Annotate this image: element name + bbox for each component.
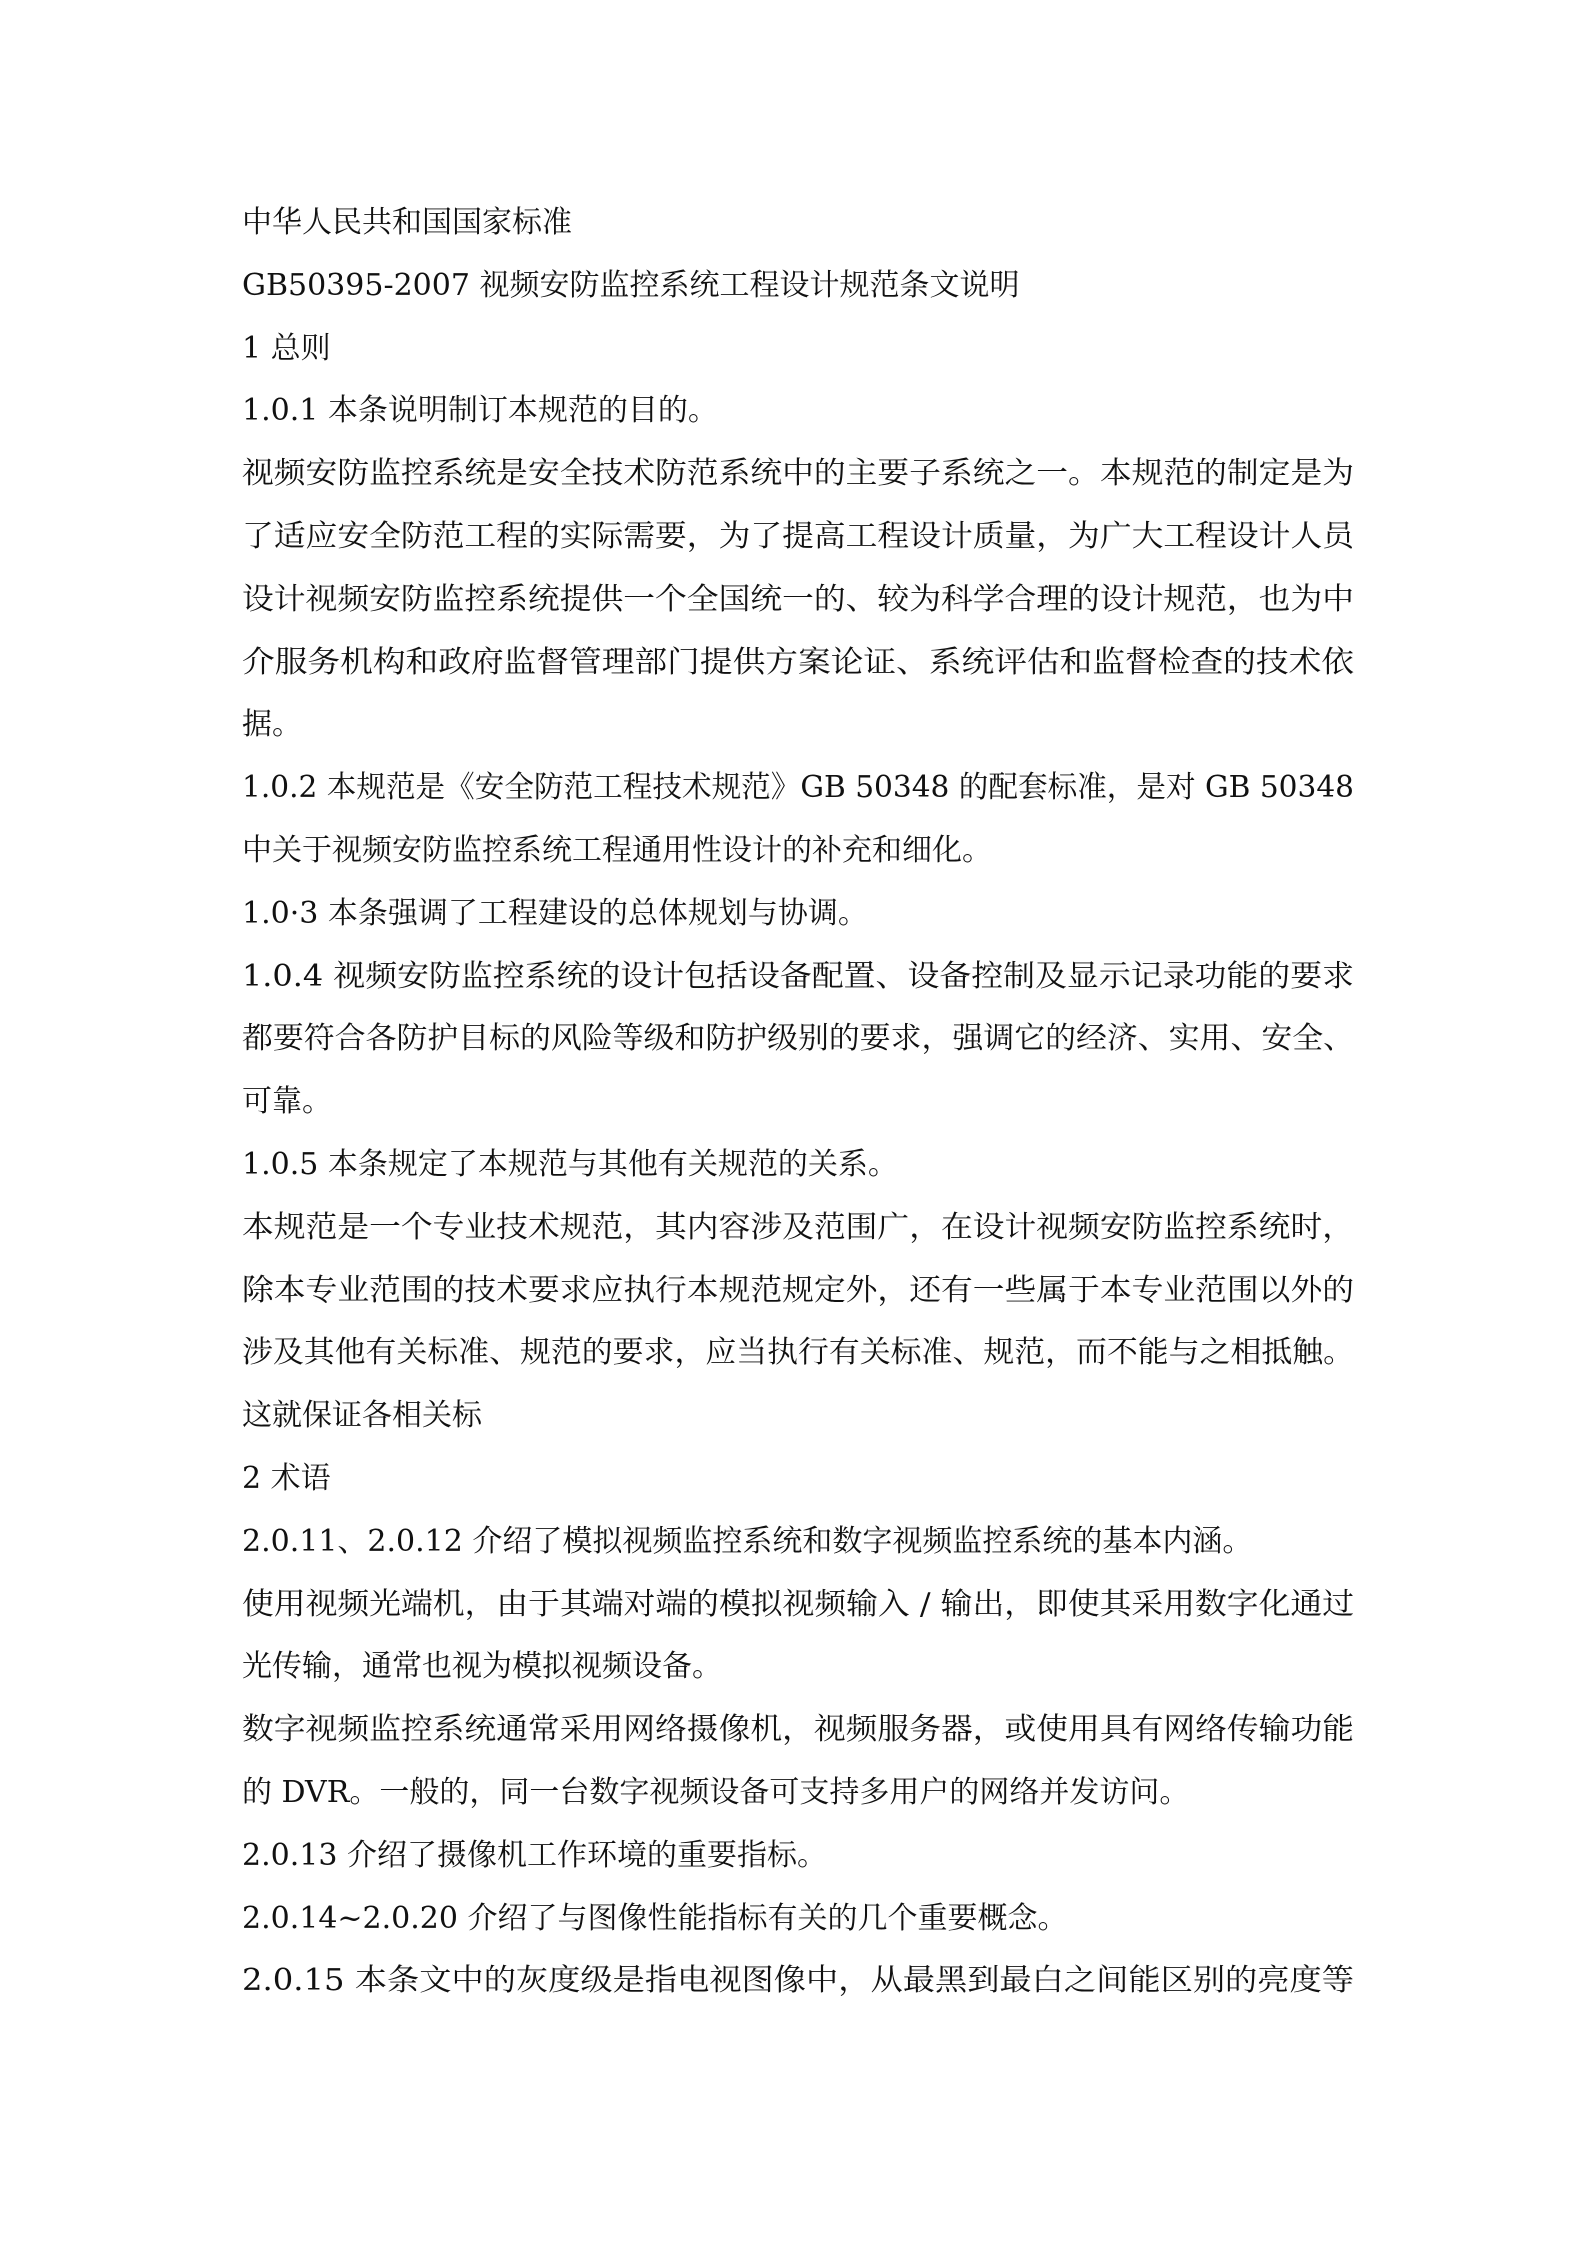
text-line: 1.0.1 本条说明制订本规范的目的。 [242,393,718,429]
text-line: 介服务机构和政府监督管理部门提供方案论证、系统评估和监督检查的技术依 [242,644,1354,680]
text-line: 光传输，通常也视为模拟视频设备。 [242,1649,722,1685]
text-line: 视频安防监控系统是安全技术防范系统中的主要子系统之一。本规范的制定是为 [242,456,1354,492]
text-line: 2.0.11、2.0.12 介绍了模拟视频监控系统和数字视频监控系统的基本内涵。 [242,1523,1253,1559]
document-subtitle: GB50395-2007 视频安防监控系统工程设计规范条文说明 [242,267,1020,303]
text-line: 可靠。 [242,1084,332,1120]
text-line: 2.0.13 介绍了摄像机工作环境的重要指标。 [242,1837,827,1873]
text-line: 2 术语 [242,1460,331,1496]
text-line: 的 DVR。一般的，同一台数字视频设备可支持多用户的网络并发访问。 [242,1774,1190,1810]
text-line: 1.0·3 本条强调了工程建设的总体规划与协调。 [242,895,868,931]
text-line: 据。 [242,707,302,743]
text-line: 设计视频安防监控系统提供一个全国统一的、较为科学合理的设计规范，也为中 [242,581,1354,617]
text-line: 了适应安全防范工程的实际需要，为了提高工程设计质量，为广大工程设计人员 [242,518,1354,554]
text-line: 数字视频监控系统通常采用网络摄像机，视频服务器，或使用具有网络传输功能 [242,1712,1354,1748]
text-line: 这就保证各相关标 [242,1398,482,1434]
text-line: 涉及其他有关标准、规范的要求，应当执行有关标准、规范，而不能与之相抵触。 [242,1335,1354,1371]
text-line: 1.0.2 本规范是《安全防范工程技术规范》GB 50348 的配套标准，是对 GB 50348 [242,770,1354,806]
text-line: 1.0.5 本条规定了本规范与其他有关规范的关系。 [242,1146,898,1182]
text-line: 2.0.15 本条文中的灰度级是指电视图像中，从最黑到最白之间能区别的亮度等 [242,1963,1354,1999]
text-line: 本规范是一个专业技术规范，其内容涉及范围广，在设计视频安防监控系统时， [242,1209,1354,1245]
text-line: 1.0.4 视频安防监控系统的设计包括设备配置、设备控制及显示记录功能的要求 [242,958,1354,994]
text-line: 除本专业范围的技术要求应执行本规范规定外，还有一些属于本专业范围以外的 [242,1272,1354,1308]
text-line: 1 总则 [242,330,331,366]
text-line: 使用视频光端机，由于其端对端的模拟视频输入 / 输出，即使其采用数字化通过 [242,1586,1354,1622]
text-line: 都要符合各防护目标的风险等级和防护级别的要求，强调它的经济、实用、安全、 [242,1021,1354,1057]
text-line: 中关于视频安防监控系统工程通用性设计的补充和细化。 [242,832,992,868]
document-title: 中华人民共和国国家标准 [242,205,572,240]
document-body [242,200,1357,2021]
text-line: 2.0.14~2.0.20 介绍了与图像性能指标有关的几个重要概念。 [242,1900,1068,1936]
